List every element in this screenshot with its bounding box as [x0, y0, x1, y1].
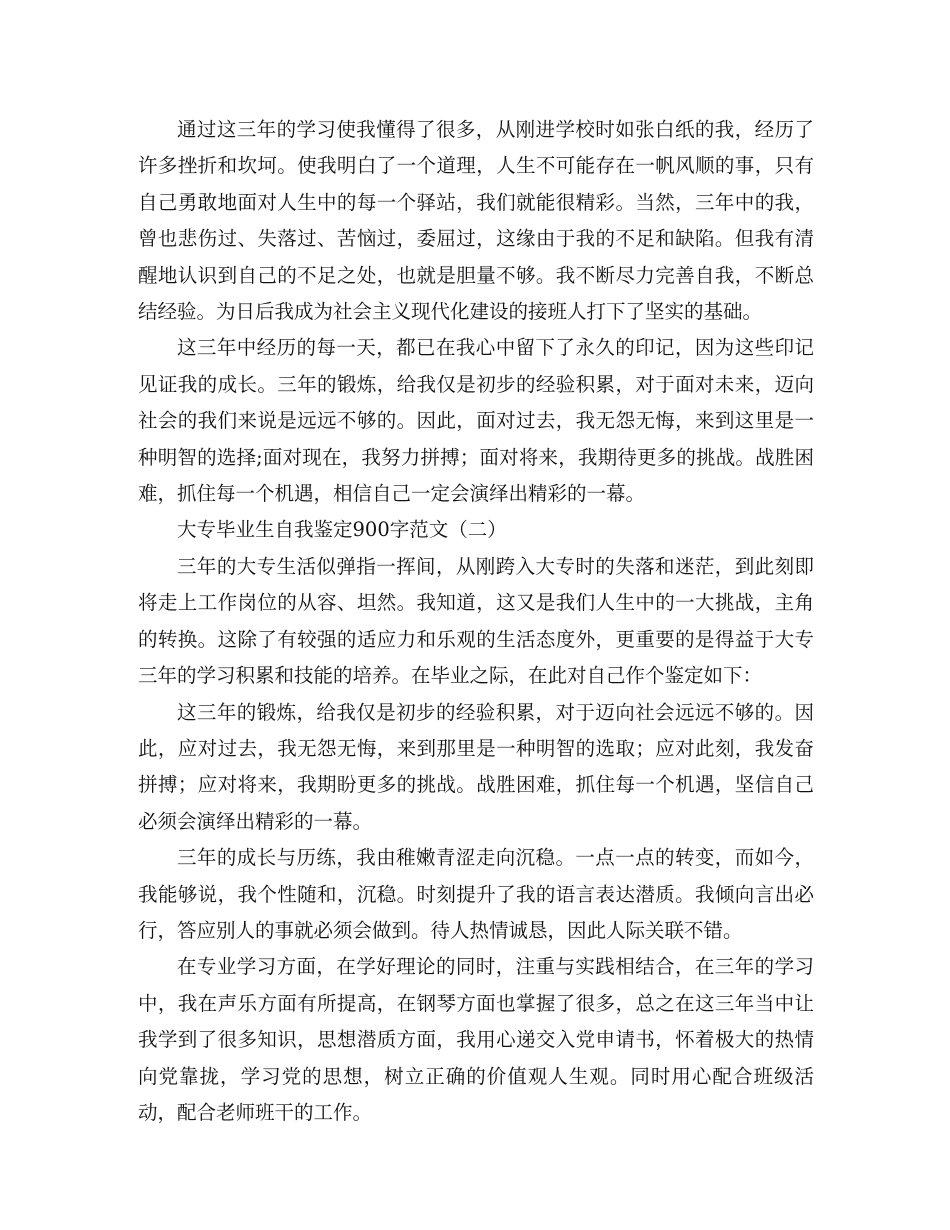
paragraph: 三年的大专生活似弹指一挥间，从刚跨入大专时的失落和迷茫，到此刻即将走上工作岗位的从容、坦然。我知道，这又是我们人生中的一大挑战，主角的转换。这除了有较强的适应力和乐观的生活态度外，更重要的是得益于大专三年的学习积累和技能的培养。在毕业之际，在此对自己作个鉴定如下： — [138, 554, 814, 688]
paragraph: 通过这三年的学习使我懂得了很多，从刚进学校时如张白纸的我，经历了许多挫折和坎坷。使我明白了一个道理，人生不可能存在一帆风顺的事，只有自己勇敢地面对人生中的每一个驿站，我们就能很精彩。当然，三年中的我，曾也悲伤过、失落过、苦恼过，委屈过，这缘由于我的不足和缺陷。但我有清醒地认识到自己的不足之处，也就是胆量不够。我不断尽力完善自我，不断总结经验。为日后我成为社会主义现代化建设的接班人打下了坚实的基础。 — [138, 118, 814, 324]
section-heading: 大专毕业生自我鉴定900字范文（二） — [177, 518, 507, 542]
paragraph: 这三年中经历的每一天，都已在我心中留下了永久的印记，因为这些印记见证我的成长。三年的锻炼，给我仅是初步的经验积累，对于面对未来，迈向社会的我们来说是远远不够的。因此，面对过去，我无怨无悔，来到这里是一种明智的选择;面对现在，我努力拼搏；面对将来，我期待更多的挑战。战胜困难，抓住每一个机遇，相信自己一定会演绎出精彩的一幕。 — [138, 336, 814, 506]
paragraph: 在专业学习方面，在学好理论的同时，注重与实践相结合，在三年的学习中，我在声乐方面有所提高，在钢琴方面也掌握了很多，总之在这三年当中让我学到了很多知识，思想潜质方面，我用心递交入党申请书，怀着极大的热情向党靠拢，学习党的思想，树立正确的价值观人生观。同时用心配合班级活动，配合老师班干的工作。 — [138, 955, 814, 1124]
paragraph: 这三年的锻炼，给我仅是初步的经验积累，对于迈向社会远远不够的。因此，应对过去，我无怨无悔，来到那里是一种明智的选取；应对此刻，我发奋拼搏；应对将来，我期盼更多的挑战。战胜困难，抓住每一个机遇，坚信自己必须会演绎出精彩的一幕。 — [138, 700, 814, 833]
paragraph: 三年的成长与历练，我由稚嫩青涩走向沉稳。一点一点的转变，而如今，我能够说，我个性随和，沉稳。时刻提升了我的语言表达潜质。我倾向言出必行，答应别人的事就必须会做到。待人热情诚恳，因此人际关联不错。 — [138, 846, 814, 942]
document-body — [138, 112, 814, 1131]
